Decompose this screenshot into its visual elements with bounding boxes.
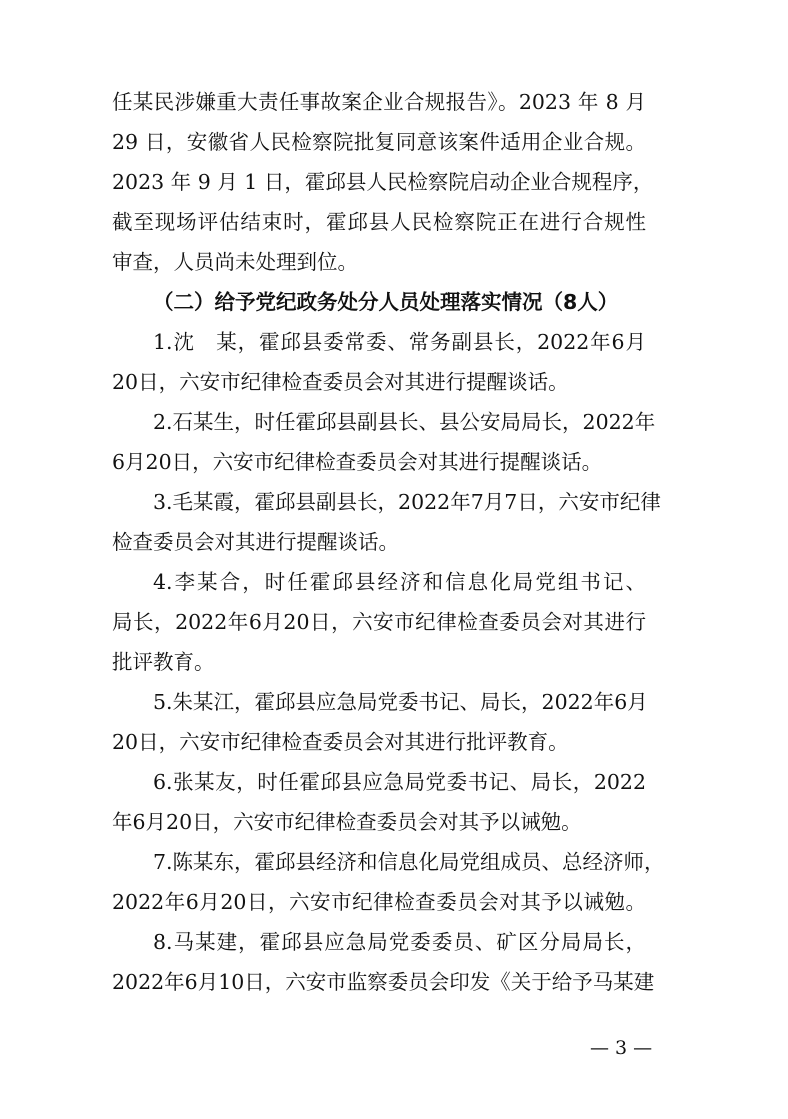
list-item-line: 5.朱某江，霍邱县应急局党委书记、局长，2022年6月: [153, 690, 648, 714]
list-item-line: 3.毛某霞，霍邱县副县长，2022年7月7日，六安市纪律: [153, 490, 661, 514]
text-line: 20日，六安市纪律检查委员会对其进行提醒谈话。: [112, 370, 569, 394]
text-line: 批评教育。: [112, 650, 215, 674]
text-line: 任某民涉嫌重大责任事故案企业合规报告》。2023 年 8 月: [112, 90, 646, 114]
text-line: 20日，六安市纪律检查委员会对其进行批评教育。: [112, 730, 569, 754]
text-line: 6月20日，六安市纪律检查委员会对其进行提醒谈话。: [112, 450, 603, 474]
text-line: 局长，2022年6月20日，六安市纪律检查委员会对其进行: [112, 610, 646, 634]
document-body: [112, 82, 665, 1002]
text-line: 年6月20日，六安市纪律检查委员会对其予以诫勉。: [112, 810, 582, 834]
text-line: 29 日，安徽省人民检察院批复同意该案件适用企业合规。: [112, 130, 646, 154]
text-line: 审查，人员尚未处理到位。: [112, 250, 358, 274]
text-line: 2022年6月20日，六安市纪律检查委员会对其予以诫勉。: [112, 890, 646, 914]
section-heading: （二）给予党纪政务处分人员处理落实情况（8人）: [153, 290, 619, 314]
list-item-line: 6.张某友，时任霍邱县应急局党委书记、局长，2022: [153, 770, 646, 794]
text-line: 2023 年 9 月 1 日，霍邱县人民检察院启动企业合规程序，: [112, 170, 654, 194]
list-item-line: 8.马某建，霍邱县应急局党委委员、矿区分局局长，: [153, 930, 646, 954]
text-line: 2022年6月10日，六安市监察委员会印发《关于给予马某建: [112, 970, 655, 994]
text-line: 截至现场评估结束时，霍邱县人民检察院正在进行合规性: [112, 210, 646, 234]
text-line: 检查委员会对其进行提醒谈话。: [112, 530, 399, 554]
list-item-line: 7.陈某东，霍邱县经济和信息化局党组成员、总经济师，: [153, 850, 665, 874]
list-item-line: 1.沈 某，霍邱县委常委、常务副县长，2022年6月: [153, 330, 646, 354]
list-item-line: 2.石某生，时任霍邱县副县长、县公安局局长，2022年: [153, 410, 656, 434]
list-item-line: 4.李某合，时任霍邱县经济和信息化局党组书记、: [153, 570, 646, 594]
page-number: — 3 —: [590, 1037, 653, 1059]
